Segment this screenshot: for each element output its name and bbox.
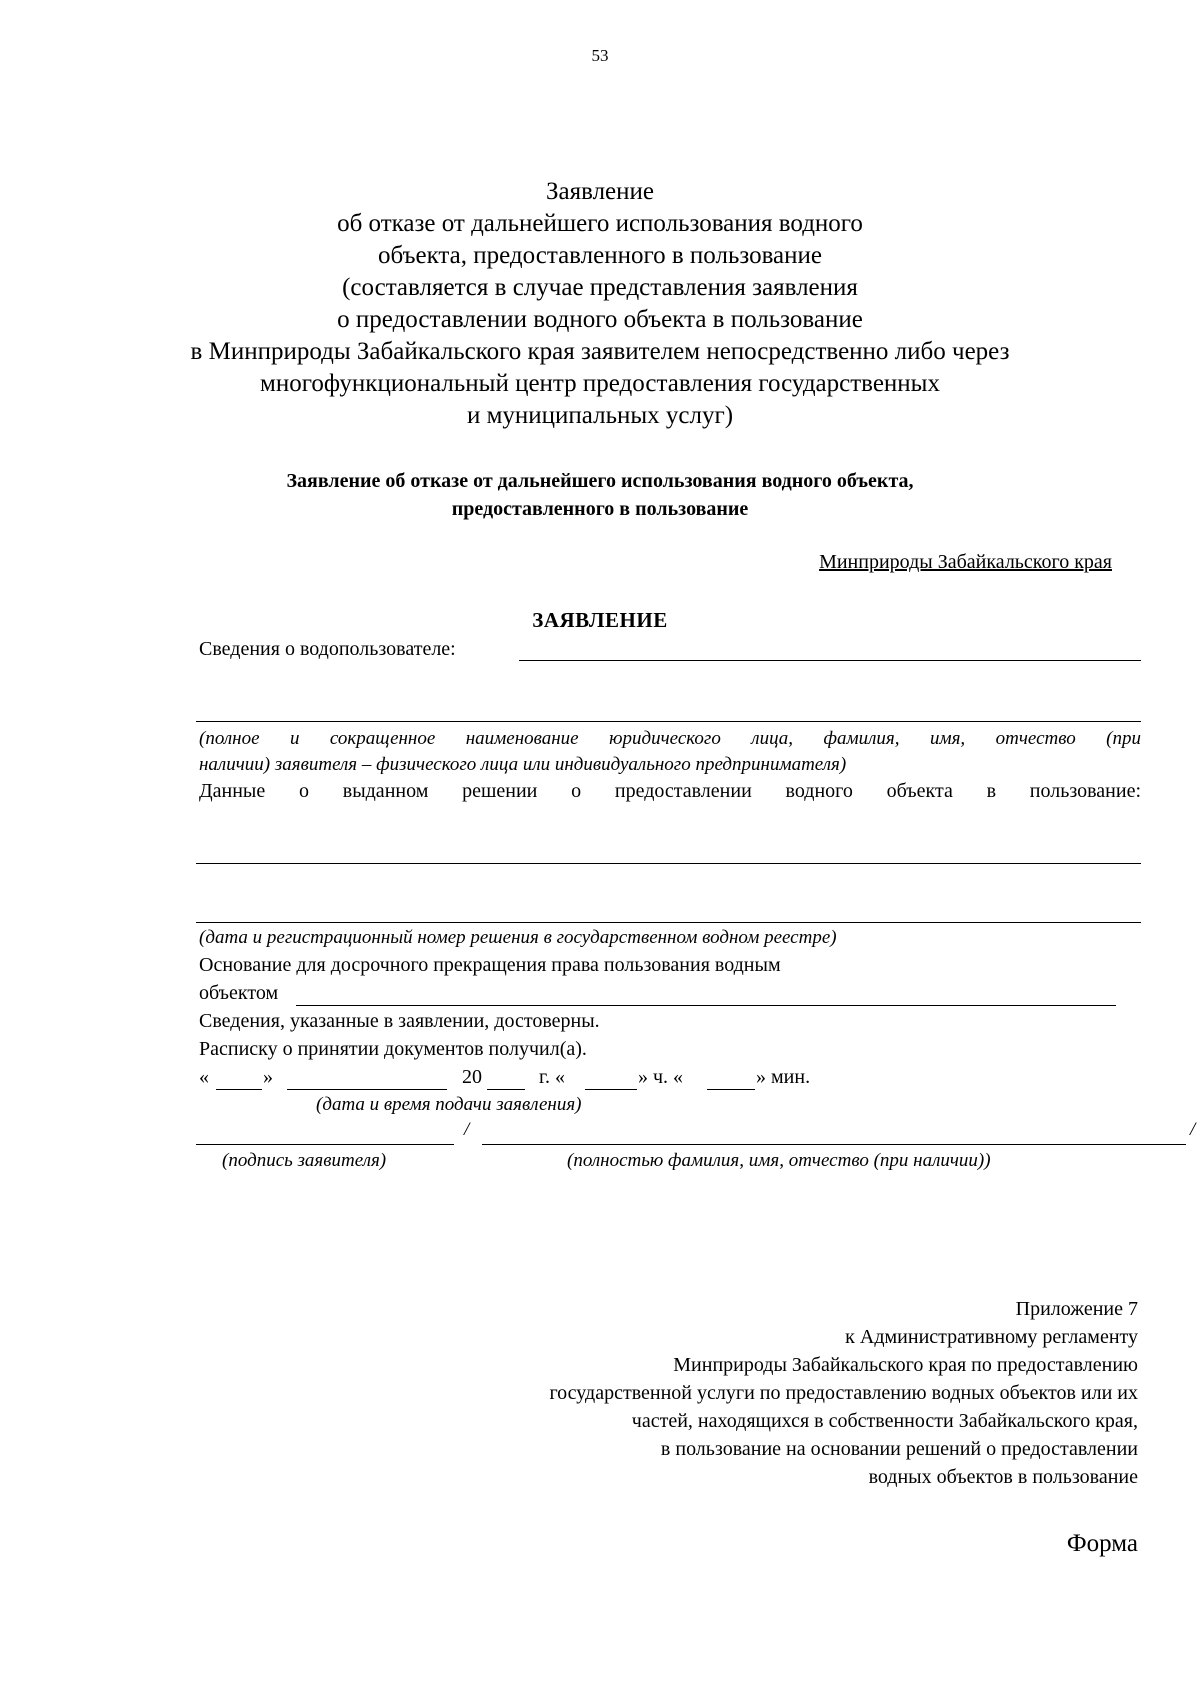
title-line: многофункциональный центр предоставления государственных <box>260 370 940 397</box>
addressee: Минприроды Забайкальского края <box>819 551 1112 573</box>
water-user-hint-line: (полное и сокращенное наименование юридического лица, фамилия, имя, отчество (при <box>199 728 1141 749</box>
receipt-statement: Расписку о принятии документов получил(а). <box>199 1038 587 1060</box>
title-line: о предоставлении водного объекта в пользование <box>337 306 863 333</box>
date-close-quote: » <box>263 1066 273 1088</box>
minutes-suffix: » мин. <box>756 1066 811 1088</box>
page-number: 53 <box>591 46 609 65</box>
appendix-line: к Административному регламенту <box>845 1326 1138 1348</box>
water-user-label: Сведения о водопользователе: <box>199 638 456 660</box>
water-user-field-line[interactable] <box>519 660 1141 661</box>
year-prefix: 20 <box>462 1066 482 1088</box>
subtitle-line: Заявление об отказе от дальнейшего использования водного объекта, <box>286 470 914 492</box>
fullname-hint: (полностью фамилия, имя, отчество (при наличии)) <box>567 1150 991 1171</box>
reliable-statement: Сведения, указанные в заявлении, достоверны. <box>199 1010 600 1032</box>
day-field[interactable] <box>216 1089 262 1090</box>
title-line: объекта, предоставленного в пользование <box>378 242 822 269</box>
title-line: Заявление <box>545 178 655 205</box>
appendix-line: государственной услуги по предоставлению водных объектов или их <box>549 1382 1138 1404</box>
decision-label: Данные о выданном решении о предоставлении водного объекта в пользование: <box>199 780 1141 802</box>
year-suffix: г. « <box>539 1066 565 1088</box>
signature-field[interactable] <box>196 1144 454 1145</box>
date-hint: (дата и время подачи заявления) <box>316 1094 582 1115</box>
decision-field-line[interactable] <box>196 863 1141 864</box>
year-field[interactable] <box>487 1089 525 1090</box>
water-user-hint-line: наличии) заявителя – физического лица или индивидуального предпринимателя) <box>199 754 847 775</box>
title-line: и муниципальных услуг) <box>466 402 734 429</box>
document-title <box>0 176 1200 432</box>
decision-field-line-2[interactable] <box>196 922 1141 923</box>
slash-separator-end: / <box>1190 1119 1196 1140</box>
fullname-field[interactable] <box>482 1144 1186 1145</box>
appendix-line: водных объектов в пользование <box>868 1466 1138 1488</box>
month-field[interactable] <box>287 1089 447 1090</box>
hours-field[interactable] <box>585 1089 637 1090</box>
appendix-line: в пользование на основании решений о предоставлении <box>660 1438 1138 1460</box>
form-subtitle <box>0 467 1200 523</box>
minutes-field[interactable] <box>707 1089 755 1090</box>
forma-label: Форма <box>1066 1530 1138 1557</box>
title-line: в Минприроды Забайкальского края заявителем непосредственно либо через <box>190 338 1010 365</box>
reason-label-cont: объектом <box>199 982 279 1004</box>
decision-hint: (дата и регистрационный номер решения в государственном водном реестре) <box>199 927 837 948</box>
hours-suffix: » ч. « <box>638 1066 684 1088</box>
signature-hint: (подпись заявителя) <box>222 1150 387 1171</box>
title-line: об отказе от дальнейшего использования водного <box>337 210 863 237</box>
appendix-line: Минприроды Забайкальского края по предоставлению <box>673 1354 1138 1376</box>
slash-separator: / <box>464 1119 470 1140</box>
reason-field-line[interactable] <box>296 1005 1116 1006</box>
date-open-quote: « <box>199 1066 209 1088</box>
subtitle-line: предоставленного в пользование <box>451 498 749 520</box>
appendix-line: Приложение 7 <box>1015 1298 1138 1320</box>
form-heading: ЗАЯВЛЕНИЕ <box>532 608 668 632</box>
appendix-line: частей, находящихся в собственности Забайкальского края, <box>631 1410 1138 1432</box>
title-line: (составляется в случае представления заявления <box>342 274 858 301</box>
water-user-field-line-2[interactable] <box>196 721 1141 722</box>
appendix-block <box>549 1295 1138 1491</box>
reason-label: Основание для досрочного прекращения права пользования водным <box>199 954 781 976</box>
